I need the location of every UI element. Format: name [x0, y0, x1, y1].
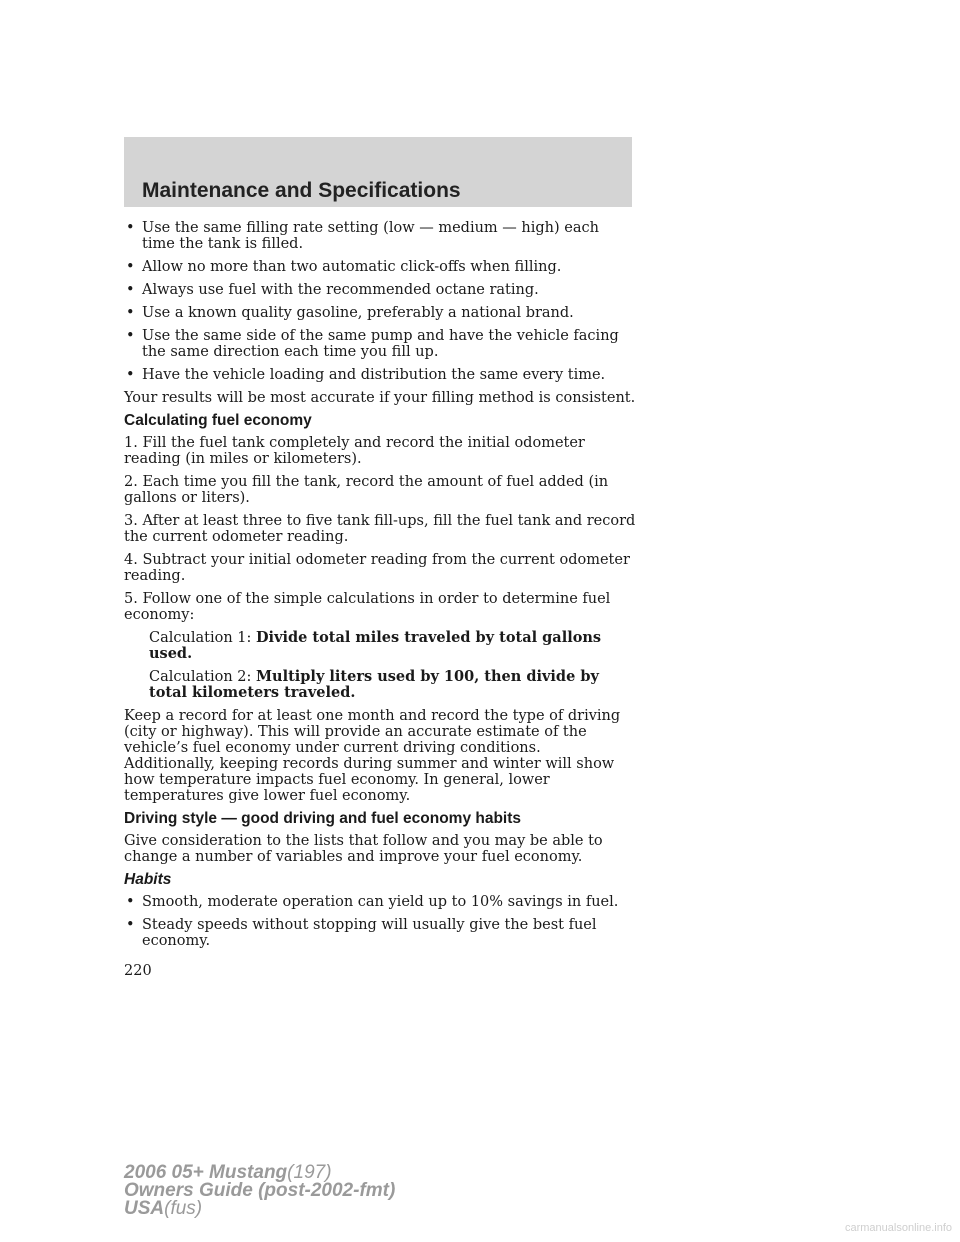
results-paragraph: Your results will be most accurate if your filling method is consistent.: [124, 390, 636, 406]
calc-step: 5. Follow one of the simple calculations in order to determine fuel economy:: [124, 591, 611, 623]
doc-footer: [124, 1164, 395, 1218]
list-item: • Allow no more than two automatic click-offs when filling.: [126, 259, 562, 275]
bullet-icon: •: [126, 259, 135, 275]
list-item: • Smooth, moderate operation can yield up to 10% savings in fuel.: [126, 894, 619, 910]
driving-intro: Give consideration to the lists that follow and you may be able to change a number of variables and improve your fuel economy.: [124, 833, 603, 865]
list-item: • Use the same filling rate setting (low — medium — high) each time the tank is filled.: [126, 220, 599, 252]
calculation-2: Calculation 2: Multiply liters used by 100, then divide by total kilometers traveled.: [149, 668, 599, 701]
page-content: [124, 220, 636, 979]
bullet-icon: •: [126, 305, 135, 321]
bullet-icon: •: [126, 328, 135, 344]
page-number: 220: [124, 963, 152, 979]
section-title: Maintenance and Specifications: [142, 179, 461, 202]
list-item: • Steady speeds without stopping will usually give the best fuel economy.: [126, 917, 597, 949]
list-item: • Use a known quality gasoline, preferably a national brand.: [126, 305, 574, 321]
record-paragraph: Keep a record for at least one month and record the type of driving (city or highway). This will provide an accurate estimate of the vehicle’s fuel economy under current driving conditions. Additionally, keeping records during summer and winter will show how temperature impacts fuel economy. In general, lower temperatures give lower fuel economy.: [124, 708, 621, 804]
watermark: carmanualsonline.info: [844, 1222, 952, 1234]
calc-step: 3. After at least three to five tank fill-ups, fill the fuel tank and record the current odometer reading.: [124, 513, 636, 545]
list-item: • Always use fuel with the recommended octane rating.: [126, 282, 539, 298]
bullet-icon: •: [126, 917, 135, 933]
footer-line-3: USA(fus): [124, 1198, 203, 1219]
calc-step: 1. Fill the fuel tank completely and record the initial odometer reading (in miles or kilometers).: [124, 435, 585, 467]
bullet-icon: •: [126, 220, 135, 236]
bullet-icon: •: [126, 894, 135, 910]
list-item: • Use the same side of the same pump and have the vehicle facing the same direction each time you fill up.: [126, 328, 619, 360]
footer-line-1: 2006 05+ Mustang(197): [124, 1162, 332, 1183]
calc-step: 4. Subtract your initial odometer reading from the current odometer reading.: [124, 552, 630, 584]
section-header-band: [124, 137, 632, 207]
bullet-icon: •: [126, 367, 135, 383]
habits-subheading: Habits: [124, 871, 172, 888]
list-item: • Have the vehicle loading and distribution the same every time.: [126, 367, 606, 383]
footer-line-2: Owners Guide (post-2002-fmt): [124, 1180, 396, 1201]
driving-heading: Driving style — good driving and fuel economy habits: [124, 810, 522, 827]
calc-heading: Calculating fuel economy: [124, 412, 312, 429]
calc-step: 2. Each time you fill the tank, record the amount of fuel added (in gallons or liters).: [124, 474, 609, 506]
calculation-1: Calculation 1: Divide total miles traveled by total gallons used.: [149, 629, 602, 662]
bullet-icon: •: [126, 282, 135, 298]
